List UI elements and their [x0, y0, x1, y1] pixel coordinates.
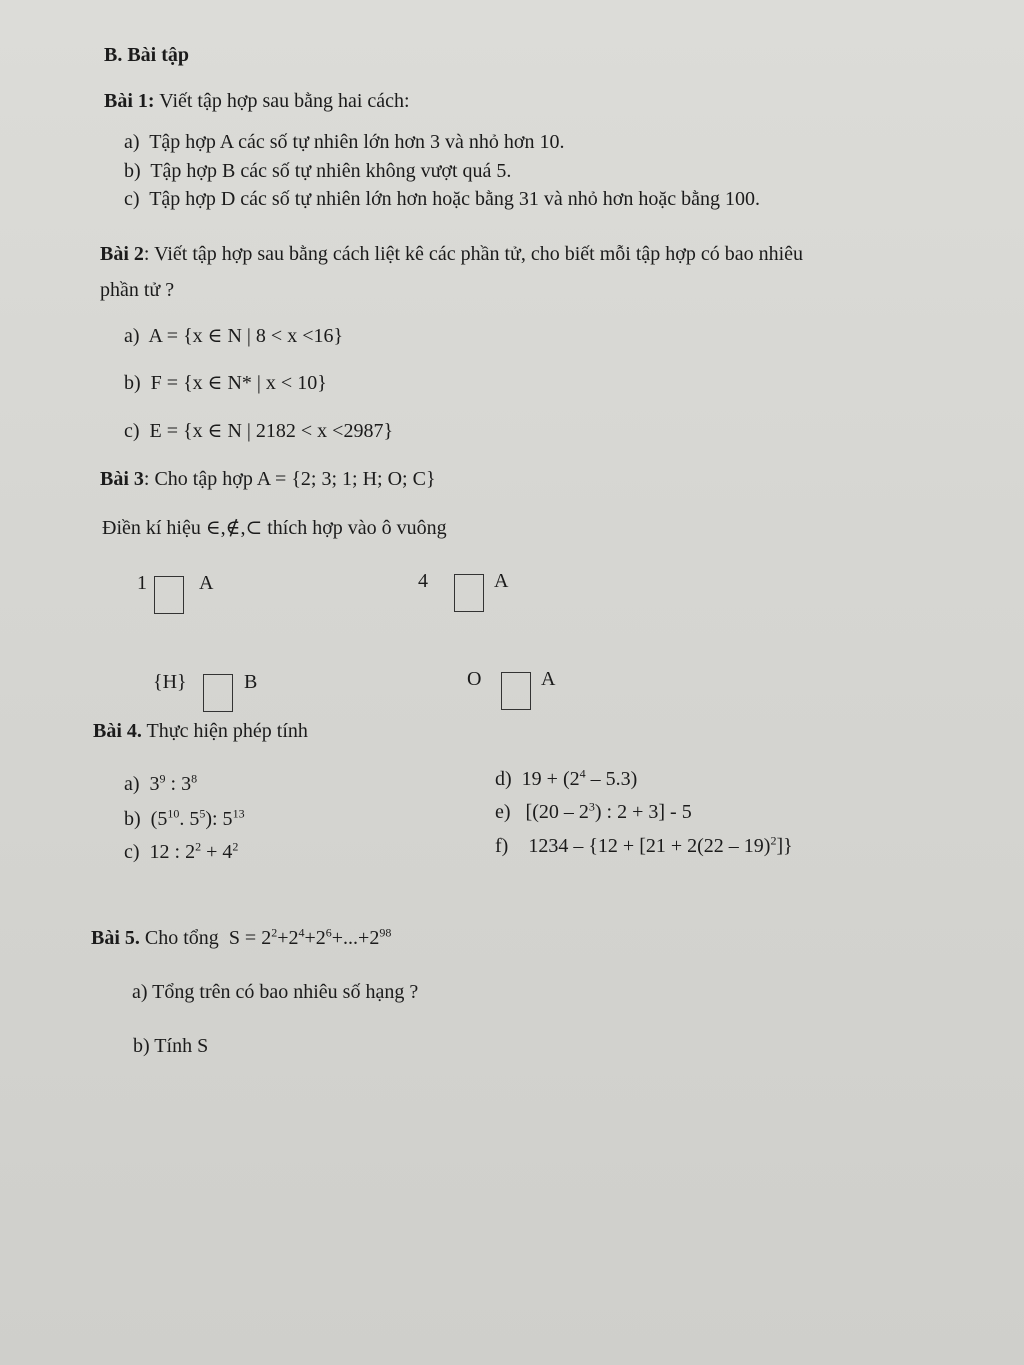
bai3-label: Bài 3 — [100, 468, 144, 490]
bai2-line2: phần tử ? — [100, 279, 175, 301]
bai1-item-c: c) Tập hợp D các số tự nhiên lớn hơn hoặc bằng 31 và nhỏ hơn hoặc bằng 100. — [124, 188, 760, 210]
answer-box-4[interactable] — [501, 672, 531, 710]
bai3-cell4-right: A — [541, 668, 556, 690]
bai4-item-a: a) $3^9$ : $3^8$ — [124, 771, 198, 795]
bai2-item-b: b) F = {x ∈ N* | x < 10} — [124, 372, 327, 394]
answer-box-1[interactable] — [154, 576, 184, 614]
bai4-item-e: e) [$(20 - 2^3)$ : 2 + 3] - 5 — [495, 799, 692, 823]
bai1-heading — [104, 90, 410, 112]
bai3-cell1-left: 1 — [137, 572, 147, 594]
bai3-cell1-right: A — [199, 572, 214, 594]
section-title: B. Bài tập — [104, 44, 190, 66]
bai3-heading — [100, 468, 436, 490]
bleed-through-text — [650, 60, 655, 81]
bai3-cell4-left: O — [467, 668, 482, 690]
bai3-cell2-left: 4 — [418, 570, 428, 592]
bai3-cell3-left: {H} — [153, 671, 187, 693]
bai3-cell3-right: B — [244, 671, 258, 693]
answer-box-3[interactable] — [203, 674, 233, 712]
bai3-instruction: Điền kí hiệu ∈,∉,⊂ thích hợp vào ô vuông — [102, 517, 447, 539]
bai4-text: Thực hiện phép tính — [146, 720, 308, 742]
bai2-line1: : Viết tập hợp sau bằng cách liệt kê các phần tử, cho biết mỗi tập hợp có bao nhiêu — [143, 243, 804, 265]
bai5-part-a: a) Tổng trên có bao nhiêu số hạng ? — [132, 981, 419, 1003]
bai2-item-a: a) A = {x ∈ N | 8 < x <16} — [124, 325, 344, 347]
bai1-label: Bài 1: — [104, 90, 155, 112]
bai4-item-b: b) ($5^{10}$. $5^5$): $5^{13}$ — [124, 806, 245, 830]
bai1-item-a: a) Tập hợp A các số tự nhiên lớn hơn 3 và nhỏ hơn 10. — [124, 131, 565, 153]
bai4-label: Bài 4. — [93, 720, 142, 742]
bai5-heading: Bài 5. Cho tổng $S = 2^2+2^4+2^6+...+2^{98}$ — [91, 925, 392, 949]
bai5-part-b: b) Tính S — [133, 1035, 209, 1057]
bai3-text: : Cho tập hợp A = {2; 3; 1; H; O; C} — [143, 468, 436, 490]
bai5-label: Bài 5. — [91, 927, 140, 949]
bai1-text: Viết tập hợp sau bằng hai cách: — [159, 90, 410, 112]
bai4-heading — [93, 720, 308, 742]
bai2-label: Bài 2 — [100, 243, 144, 265]
bai2-item-c: c) E = {x ∈ N | 2182 < x <2987} — [124, 420, 394, 442]
answer-box-2[interactable] — [454, 574, 484, 612]
bai3-cell2-right: A — [494, 570, 509, 592]
bai4-item-f: f) 1234 – {12 + [21 + 2(22 – 19)$^2$]} — [495, 833, 793, 857]
bai2-heading — [100, 243, 803, 265]
bai5-text: Cho tổng — [144, 927, 219, 949]
bai4-item-c: c) 12 : $2^2 + 4^2$ — [124, 839, 239, 863]
bai1-item-b: b) Tập hợp B các số tự nhiên không vượt quá 5. — [124, 160, 512, 182]
bai4-item-d: d) $19 + (2^4 - 5.3)$ — [495, 766, 638, 790]
